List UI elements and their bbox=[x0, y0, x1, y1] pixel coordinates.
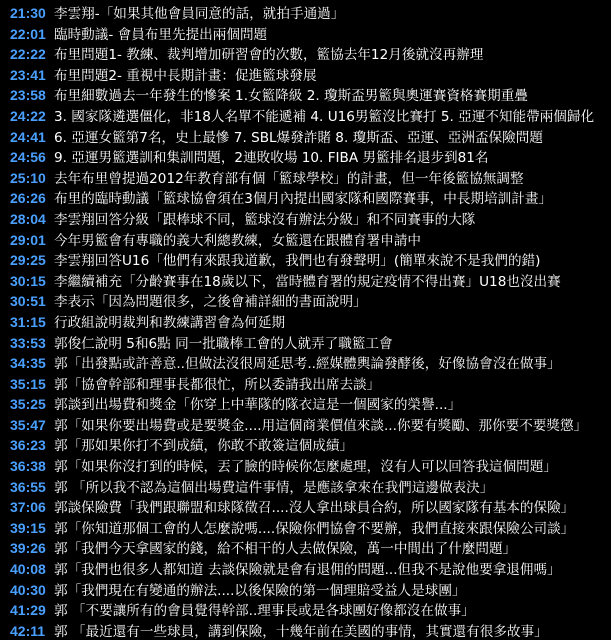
chat-message bbox=[0, 188, 611, 209]
chat-message bbox=[0, 106, 611, 127]
chat-message bbox=[0, 127, 611, 148]
message-timestamp[interactable]: 23:41 bbox=[10, 66, 46, 83]
chat-message bbox=[0, 312, 611, 333]
chat-message bbox=[0, 435, 611, 456]
message-text: 3. 國家隊遴選僵化，非18人名單不能遞補 4. U16男籃沒比賽打 5. 亞運不知能帶兩個歸化 bbox=[54, 108, 595, 125]
message-timestamp[interactable]: 36:55 bbox=[10, 478, 46, 495]
message-text: 郭「如果你要出場費或是要獎金....用這個商業價值來談...你要有獎勵、那你要不要獎懲」 bbox=[54, 417, 588, 434]
message-timestamp[interactable]: 24:41 bbox=[10, 128, 46, 145]
message-text: 郭「我們今天拿國家的錢，給不相干的人去做保險，萬一中間出了什麼問題」 bbox=[54, 541, 517, 558]
message-timestamp[interactable]: 35:47 bbox=[10, 416, 46, 433]
chat-message bbox=[0, 580, 611, 601]
message-text: 李表示「因為問題很多，之後會補詳細的書面說明」 bbox=[54, 294, 367, 311]
message-timestamp[interactable]: 34:35 bbox=[10, 355, 46, 372]
chat-message bbox=[0, 3, 611, 24]
message-timestamp[interactable]: 30:15 bbox=[10, 272, 46, 289]
message-text: 李雲翔回答分級「跟棒球不同，籃球沒有辦法分級」和不同賽事的大隊 bbox=[54, 211, 476, 228]
message-text: 郭 「所以我不認為這個出場費這件事情，是應該拿來在我們這邊做表決」 bbox=[54, 479, 494, 496]
message-timestamp[interactable]: 36:23 bbox=[10, 437, 46, 454]
message-timestamp[interactable]: 35:15 bbox=[10, 375, 46, 392]
chat-message bbox=[0, 44, 611, 65]
message-text: 李雲翔-「如果其他會員同意的話，就拍手通過」 bbox=[54, 6, 345, 22]
message-timestamp[interactable]: 33:53 bbox=[10, 334, 46, 351]
message-timestamp[interactable]: 35:25 bbox=[10, 396, 46, 413]
chat-message bbox=[0, 85, 611, 106]
chat-message bbox=[0, 374, 611, 395]
chat-message bbox=[0, 559, 611, 580]
message-text: 郭談到出場費和獎金「你穿上中華隊的隊衣這是一個國家的榮譽...」 bbox=[54, 397, 462, 414]
chat-message bbox=[0, 538, 611, 559]
message-text: 郭 「不要讓所有的會員覺得幹部..理事長或是各球團好像都沒在做事」 bbox=[54, 603, 475, 620]
message-timestamp[interactable]: 42:11 bbox=[10, 622, 46, 639]
message-text: 郭「我們現在有變通的辦法....以後保險的第一個理賠受益人是球團」 bbox=[54, 582, 466, 599]
message-text: 郭「我們也很多人都知道 去談保險就是會有退佣的問題...但我不是說他要拿退佣嗎」 bbox=[54, 562, 561, 579]
message-timestamp[interactable]: 37:06 bbox=[10, 499, 46, 516]
message-timestamp[interactable]: 40:30 bbox=[10, 581, 46, 598]
message-timestamp[interactable]: 40:08 bbox=[10, 561, 46, 578]
chat-message bbox=[0, 24, 611, 45]
chat-message bbox=[0, 621, 611, 640]
message-timestamp[interactable]: 30:51 bbox=[10, 293, 46, 310]
chat-message bbox=[0, 497, 611, 518]
message-timestamp[interactable]: 28:04 bbox=[10, 210, 46, 227]
message-timestamp[interactable]: 29:01 bbox=[10, 231, 46, 248]
message-text: 臨時動議- 會員布里先提出兩個問題 bbox=[54, 26, 268, 43]
message-text: 行政組說明裁判和教練講習會為何延期 bbox=[54, 314, 286, 331]
message-text: 李繼續補充「分齡賽事在18歲以下，當時體育署的規定疫情不得出賽」U18也沒出賽 bbox=[54, 273, 561, 290]
chat-message bbox=[0, 333, 611, 354]
message-text: 布里問題2- 重視中長期計畫：促進籃球發展 bbox=[54, 67, 317, 84]
chat-message bbox=[0, 209, 611, 230]
chat-message bbox=[0, 291, 611, 312]
message-text: 6. 亞運女籃第7名，史上最慘 7. SBL爆發詐賭 8. 瓊斯盃、亞運、亞洲盃保險問題 bbox=[54, 129, 543, 146]
chat-message bbox=[0, 394, 611, 415]
message-text: 去年布里曾提過2012年教育部有個「籃球學校」的計畫，但一年後籃協無調整 bbox=[54, 170, 524, 187]
chat-message bbox=[0, 600, 611, 621]
message-text: 布里的臨時動議「籃球協會須在3個月內提出國家隊和國際賽事，中長期培訓計畫」 bbox=[54, 191, 553, 208]
chat-message bbox=[0, 456, 611, 477]
message-text: 布里細數過去一年發生的慘案 1.女籃降級 2. 瓊斯盃男籃與奧運賽資格賽期重疊 bbox=[54, 88, 528, 105]
chat-message bbox=[0, 477, 611, 498]
message-timestamp[interactable]: 36:38 bbox=[10, 458, 46, 475]
message-text: 布里問題1- 教練、裁判增加研習會的次數，籃協去年12月後就沒再辦理 bbox=[54, 47, 484, 64]
message-text: 9. 亞運男籃選訓和集訓問題，2連敗收場 10. FIBA 男籃排名退步到81名 bbox=[54, 150, 489, 167]
message-text: 郭「那如果你打不到成績，你敢不敢簽這個成績」 bbox=[54, 438, 354, 455]
message-timestamp[interactable]: 39:26 bbox=[10, 540, 46, 557]
chat-message bbox=[0, 65, 611, 86]
message-text: 郭「協會幹部和理事長都很忙，所以委請我出席去談」 bbox=[54, 376, 381, 393]
chat-message bbox=[0, 271, 611, 292]
message-text: 郭「如果你沒打到的時候，丟了臉的時候你怎麼處理，沒有人可以回答我這個問題」 bbox=[54, 459, 557, 476]
chat-message bbox=[0, 147, 611, 168]
chat-message bbox=[0, 518, 611, 539]
message-timestamp[interactable]: 29:25 bbox=[10, 252, 46, 269]
chat-message bbox=[0, 230, 611, 251]
message-text: 郭 「最近還有一些球員，講到保險，十幾年前在美國的事情，其實還有很多故事」 bbox=[54, 623, 548, 640]
chat-message bbox=[0, 415, 611, 436]
chat-message bbox=[0, 250, 611, 271]
message-timestamp[interactable]: 24:56 bbox=[10, 149, 46, 166]
message-text: 郭「你知道那個工會的人怎麼說嗎....保險你們協會不要辦，我們直接來跟保險公司談」 bbox=[54, 520, 575, 537]
message-timestamp[interactable]: 26:26 bbox=[10, 190, 46, 207]
message-timestamp[interactable]: 22:01 bbox=[10, 25, 46, 42]
message-timestamp[interactable]: 22:22 bbox=[10, 46, 46, 63]
message-timestamp[interactable]: 41:29 bbox=[10, 602, 46, 619]
message-text: 郭談保險費「我們跟聯盟和球隊徵召....沒人拿出球員合約，所以國家隊有基本的保險」 bbox=[54, 500, 575, 517]
message-timestamp[interactable]: 31:15 bbox=[10, 313, 46, 330]
message-timestamp[interactable]: 24:22 bbox=[10, 107, 46, 124]
chat-message bbox=[0, 353, 611, 374]
message-text: 郭「出發點或許善意..但做法沒很周延思考..經媒體輿論發酵後，好像協會沒在做事」 bbox=[54, 356, 561, 373]
message-timestamp[interactable]: 25:10 bbox=[10, 169, 46, 186]
message-text: 李雲翔回答U16「他們有來跟我道歉，我們也有發聲明」(簡單來說不是我們的錯) bbox=[54, 253, 541, 270]
message-text: 郭俊仁說明 5和6點 同一批職棒工會的人就弄了職籃工會 bbox=[54, 335, 393, 352]
message-timestamp[interactable]: 21:30 bbox=[10, 5, 46, 21]
message-timestamp[interactable]: 23:58 bbox=[10, 87, 46, 104]
message-text: 今年男籃會有專職的義大利總教練，女籃還在跟體育署申請中 bbox=[54, 232, 422, 249]
message-timestamp[interactable]: 39:15 bbox=[10, 519, 46, 536]
chat-message bbox=[0, 168, 611, 189]
